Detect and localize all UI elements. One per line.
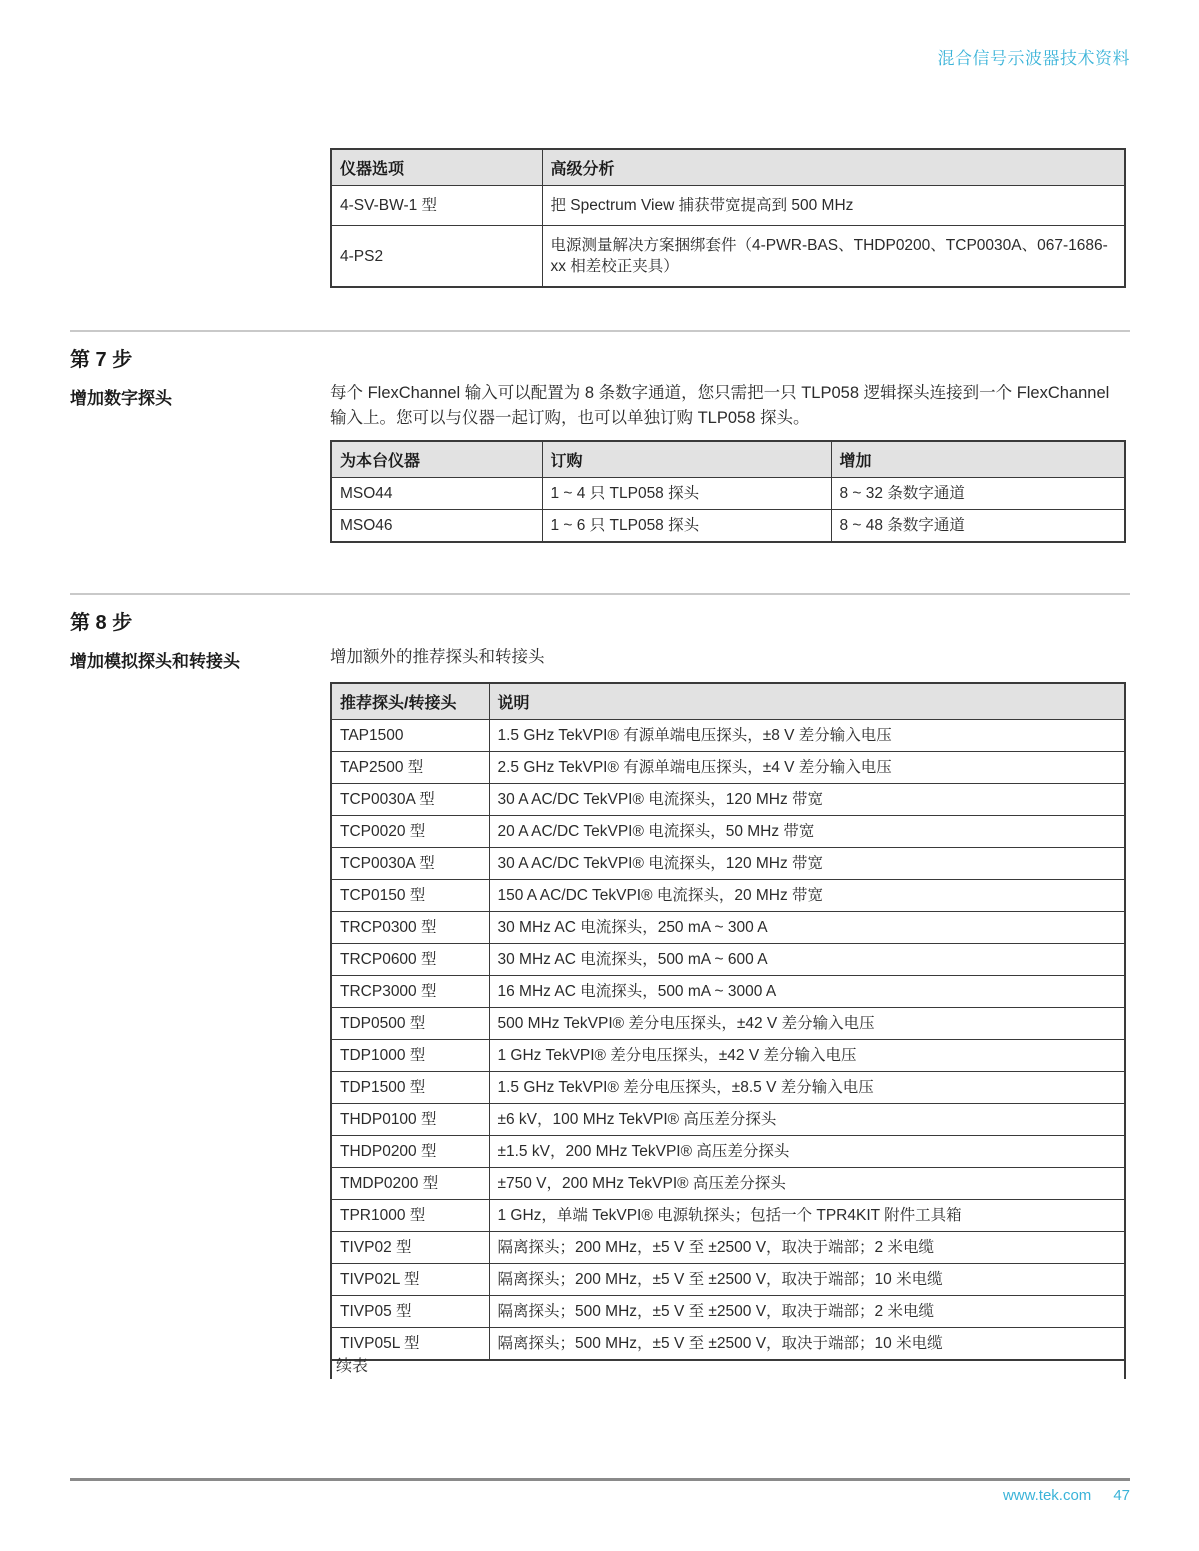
table-row — [331, 1232, 1125, 1264]
table-cell: TIVP02 型 — [331, 1232, 489, 1264]
table-row — [331, 1136, 1125, 1168]
table-cell: 30 A AC/DC TekVPI® 电流探头，120 MHz 带宽 — [489, 848, 1125, 880]
table-cell: 电源测量解决方案捆绑套件（4-PWR-BAS、THDP0200、TCP0030A、067-1686-xx 相差校正夹具） — [542, 226, 1125, 288]
table-header-row — [331, 149, 1125, 186]
footer-divider — [70, 1478, 1130, 1481]
footer-website-link[interactable]: www.tek.com — [1002, 1487, 1092, 1504]
table-header-row — [331, 441, 1125, 478]
page-header-title: 混合信号示波器技术资料 — [937, 49, 1130, 68]
column-header: 高级分析 — [542, 149, 1125, 186]
table-cell: TMDP0200 型 — [331, 1168, 489, 1200]
column-header: 增加 — [831, 441, 1125, 478]
table-cell: TDP1500 型 — [331, 1072, 489, 1104]
table-cell: 1.5 GHz TekVPI® 有源单端电压探头，±8 V 差分输入电压 — [489, 720, 1125, 752]
table-row — [331, 944, 1125, 976]
column-header: 仪器选项 — [331, 149, 542, 186]
section-divider — [70, 593, 1130, 595]
table-row — [331, 976, 1125, 1008]
table-cell: TCP0030A 型 — [331, 848, 489, 880]
table-cell: 1 ~ 4 只 TLP058 探头 — [542, 478, 831, 510]
table-cell: 隔离探头；500 MHz，±5 V 至 ±2500 V，取决于端部；10 米电缆 — [489, 1328, 1125, 1361]
table-row — [331, 912, 1125, 944]
column-header: 说明 — [489, 683, 1125, 720]
table-cell: 30 A AC/DC TekVPI® 电流探头，120 MHz 带宽 — [489, 784, 1125, 816]
column-header: 推荐探头/转接头 — [331, 683, 489, 720]
table-cell: TRCP3000 型 — [331, 976, 489, 1008]
footer-page-number: 47 — [1113, 1487, 1130, 1504]
table-row — [331, 1008, 1125, 1040]
table-header-row — [331, 683, 1125, 720]
table-row — [331, 186, 1125, 226]
table-cell: 500 MHz TekVPI® 差分电压探头，±42 V 差分输入电压 — [489, 1008, 1125, 1040]
table-row — [331, 478, 1125, 510]
table-row — [331, 720, 1125, 752]
recommended-probes-table — [330, 682, 1126, 1361]
step7-body-text: 每个 FlexChannel 输入可以配置为 8 条数字通道，您只需把一只 TLP058 逻辑探头连接到一个 FlexChannel 输入上。您可以与仪器一起订购，也可以单独订购 TLP058 探头。 — [330, 384, 1110, 427]
table-cell: 16 MHz AC 电流探头，500 mA ~ 3000 A — [489, 976, 1125, 1008]
table-cell: 4-SV-BW-1 型 — [331, 186, 542, 226]
table-cell: 隔离探头；500 MHz，±5 V 至 ±2500 V，取决于端部；2 米电缆 — [489, 1296, 1125, 1328]
step8-side-label: 增加模拟探头和转接头 — [70, 652, 240, 671]
table-cell: 隔离探头；200 MHz，±5 V 至 ±2500 V，取决于端部；10 米电缆 — [489, 1264, 1125, 1296]
table-cell: 1 GHz，单端 TekVPI® 电源轨探头；包括一个 TPR4KIT 附件工具箱 — [489, 1200, 1125, 1232]
table-cell: THDP0200 型 — [331, 1136, 489, 1168]
table-cell: 1.5 GHz TekVPI® 差分电压探头，±8.5 V 差分输入电压 — [489, 1072, 1125, 1104]
table-row — [331, 1168, 1125, 1200]
column-header: 为本台仪器 — [331, 441, 542, 478]
digital-probes-table — [330, 440, 1126, 543]
table-cell: 1 GHz TekVPI® 差分电压探头，±42 V 差分输入电压 — [489, 1040, 1125, 1072]
table-cell: TIVP02L 型 — [331, 1264, 489, 1296]
table-cell: TCP0150 型 — [331, 880, 489, 912]
page-footer — [1003, 1487, 1130, 1504]
step8-body-text: 增加额外的推荐探头和转接头 — [330, 648, 545, 666]
table-cell: 30 MHz AC 电流探头，250 mA ~ 300 A — [489, 912, 1125, 944]
table-cell: TIVP05 型 — [331, 1296, 489, 1328]
table-cell: TRCP0600 型 — [331, 944, 489, 976]
table-cell: 150 A AC/DC TekVPI® 电流探头，20 MHz 带宽 — [489, 880, 1125, 912]
table-cell: ±6 kV，100 MHz TekVPI® 高压差分探头 — [489, 1104, 1125, 1136]
table-cell: 1 ~ 6 只 TLP058 探头 — [542, 510, 831, 543]
table-cell: 2.5 GHz TekVPI® 有源单端电压探头，±4 V 差分输入电压 — [489, 752, 1125, 784]
table-cell: 把 Spectrum View 捕获带宽提高到 500 MHz — [542, 186, 1125, 226]
table-row — [331, 1264, 1125, 1296]
table-cell: TRCP0300 型 — [331, 912, 489, 944]
table-cell: ±1.5 kV，200 MHz TekVPI® 高压差分探头 — [489, 1136, 1125, 1168]
table-row — [331, 816, 1125, 848]
instrument-options-table — [330, 148, 1126, 288]
table-cell: 隔离探头；200 MHz，±5 V 至 ±2500 V，取决于端部；2 米电缆 — [489, 1232, 1125, 1264]
table-cell: TIVP05L 型 — [331, 1328, 489, 1361]
table-cell: ±750 V，200 MHz TekVPI® 高压差分探头 — [489, 1168, 1125, 1200]
table-row — [331, 752, 1125, 784]
step7-title: 第 7 步 — [70, 349, 133, 371]
step8-title: 第 8 步 — [70, 612, 133, 634]
table-row — [331, 1200, 1125, 1232]
table-row — [331, 880, 1125, 912]
table-cell: TAP2500 型 — [331, 752, 489, 784]
table-continued-note: 续表 — [330, 1350, 1126, 1379]
table-row — [331, 784, 1125, 816]
table-cell: TCP0020 型 — [331, 816, 489, 848]
table-cell: 20 A AC/DC TekVPI® 电流探头，50 MHz 带宽 — [489, 816, 1125, 848]
table-cell: 8 ~ 48 条数字通道 — [831, 510, 1125, 543]
table-row — [331, 1104, 1125, 1136]
table-cell: TDP1000 型 — [331, 1040, 489, 1072]
table-cell: 30 MHz AC 电流探头，500 mA ~ 600 A — [489, 944, 1125, 976]
table-cell: MSO46 — [331, 510, 542, 543]
table-row — [331, 848, 1125, 880]
table-cell: TCP0030A 型 — [331, 784, 489, 816]
table-row — [331, 510, 1125, 543]
table-row — [331, 1040, 1125, 1072]
column-header: 订购 — [542, 441, 831, 478]
table-cell: TPR1000 型 — [331, 1200, 489, 1232]
table-cell: MSO44 — [331, 478, 542, 510]
table-cell: 4-PS2 — [331, 226, 542, 288]
table-cell: TDP0500 型 — [331, 1008, 489, 1040]
table-row — [331, 1296, 1125, 1328]
table-row — [331, 1072, 1125, 1104]
section-divider — [70, 330, 1130, 332]
table-row — [331, 226, 1125, 288]
table-cell: 8 ~ 32 条数字通道 — [831, 478, 1125, 510]
table-cell: TAP1500 — [331, 720, 489, 752]
step7-side-label: 增加数字探头 — [70, 389, 172, 408]
table-cell: THDP0100 型 — [331, 1104, 489, 1136]
